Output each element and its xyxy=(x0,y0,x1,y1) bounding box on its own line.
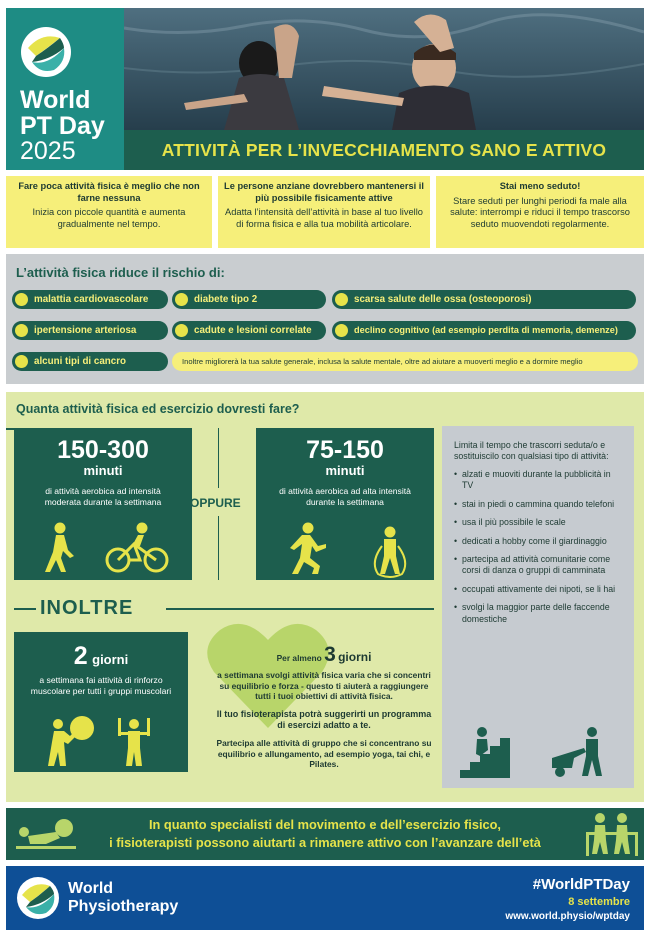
water-exercise-photo xyxy=(124,8,644,130)
stairs-gardening-icon xyxy=(460,726,620,778)
brand-line-2: Physiotherapy xyxy=(68,897,179,915)
bullet-dot-icon xyxy=(175,324,188,337)
divider xyxy=(166,608,434,610)
activity-question: Quanta attività fisica ed esercizio dovresti fare? xyxy=(16,402,300,416)
risk-title: L’attività fisica riduce il rischio di: xyxy=(16,265,225,280)
vigorous-activity-box xyxy=(256,428,434,580)
list-item: • partecipa ad attività comunitarie come corsi di danza o gruppi di camminata xyxy=(454,554,624,577)
page-title: ATTIVITÀ PER L’INVECCHIAMENTO SANO E ATTIVO xyxy=(161,140,607,160)
tip-heading: Stai meno seduto! xyxy=(499,181,581,191)
heart-number: 3 xyxy=(324,643,336,666)
list-item: • dedicati a hobby come il giardinaggio xyxy=(454,536,624,547)
inoltre-label: INOLTRE xyxy=(40,597,134,619)
tip-card-1 xyxy=(6,176,212,248)
list-item: • stai in piedi o cammina quando telefoni xyxy=(454,499,624,510)
minutes-number: 75-150 xyxy=(306,436,384,464)
walking-cycling-icon xyxy=(44,522,174,574)
risk-item xyxy=(172,290,326,309)
banner-line-2: i fisioterapisti possono aiutarti a rimanere attivo con l’avanzare dell’età xyxy=(109,834,541,850)
physio-patient-icon xyxy=(586,812,638,856)
bullet-dot-icon xyxy=(15,324,28,337)
risk-item xyxy=(12,290,168,309)
balance-strength-text xyxy=(214,642,434,770)
risk-item-label: scarsa salute delle ossa (osteoporosi) xyxy=(354,294,532,305)
divider xyxy=(14,608,36,610)
list-item: • svolgi la maggior parte delle faccende domestiche xyxy=(454,602,624,625)
risk-item xyxy=(332,290,636,309)
tip-body: Stare seduti per lunghi periodi fa male alla salute: interrompi e riduci il tempo trascorso seduto muovendoti regolarmente. xyxy=(450,195,630,229)
risk-item xyxy=(12,352,168,371)
heart-line-1: a settimana svolgi attività fisica varia che si concentri su equilibrio e forza - questo ti aiuterà a raggiungere tutti i tuoi obiettivi di attività fisica. xyxy=(217,670,431,702)
bullet-dot-icon xyxy=(15,355,28,368)
event-date: 8 settembre xyxy=(568,896,630,908)
footer-brand xyxy=(68,880,178,915)
minutes-unit: minuti xyxy=(325,463,365,478)
activity-section xyxy=(6,392,644,802)
bottom-banner xyxy=(6,808,644,860)
banner-line-1: In quanto specialisti del movimento e dell’esercizio fisico, xyxy=(148,817,501,832)
footer xyxy=(6,866,644,930)
activity-desc: di attività aerobica ad alta intensità durante la settimana xyxy=(279,486,411,507)
title-bar xyxy=(124,130,644,170)
risk-section xyxy=(6,254,644,384)
logo-world-text: World xyxy=(20,86,91,114)
risk-note: Inoltre migliorerà la tua salute generale, inclusa la salute mentale, oltre ad aiutare a muoverti meglio e a dormire meglio xyxy=(172,352,638,371)
heart-prefix: Per almeno xyxy=(276,653,322,663)
list-item: • occupati attivamente dei nipoti, se li hai xyxy=(454,584,624,595)
activity-desc: di attività aerobica ad intensità moderata durante la settimana xyxy=(44,486,162,507)
list-item: • usa il più possibile le scale xyxy=(454,517,624,528)
risk-item xyxy=(332,321,636,340)
running-rope-icon xyxy=(278,522,418,578)
hero-photo xyxy=(124,8,644,130)
strength-training-icon xyxy=(44,714,164,768)
tip-body: Inizia con piccole quantità e aumenta gradualmente nel tempo. xyxy=(32,207,186,229)
limit-intro: Limita il tempo che trascorri seduta/o e sostituiscilo con qualsiasi tipo di attività: xyxy=(454,440,609,462)
minutes-unit: minuti xyxy=(83,463,123,478)
logo-ptday-text: PT Day xyxy=(20,112,105,140)
tip-card-2 xyxy=(218,176,430,248)
divider xyxy=(218,428,219,488)
limit-list xyxy=(454,469,624,625)
risk-item-label: cadute e lesioni correlate xyxy=(194,325,312,336)
website-link[interactable]: www.world.physio/wptday xyxy=(505,911,630,922)
risk-item-label: ipertensione arteriosa xyxy=(34,325,137,336)
brand-line-1: World xyxy=(68,880,114,897)
risk-item xyxy=(12,321,168,340)
bullet-dot-icon xyxy=(335,293,348,306)
tip-heading: Fare poca attività fisica è meglio che non farne nessuna xyxy=(18,181,200,203)
heart-line-2: Il tuo fisioterapista potrà suggerirti un programma di esercizi adatto a te. xyxy=(216,708,432,730)
bullet-dot-icon xyxy=(15,293,28,306)
world-pt-day-logo xyxy=(6,8,124,170)
risk-item-label: diabete tipo 2 xyxy=(194,294,258,305)
divider xyxy=(218,516,219,580)
world-physiotherapy-logo-icon xyxy=(16,876,60,920)
risk-item-label: alcuni tipi di cancro xyxy=(34,356,126,367)
logo-year-text: 2025 xyxy=(20,137,76,165)
tip-body: Adatta l’intensità dell’attività in base al tuo livello di forma fisica e alla tua mobilità articolare. xyxy=(225,207,423,229)
bullet-dot-icon xyxy=(335,324,348,337)
risk-item-label: declino cognitivo (ad esempio perdita di memoria, demenze) xyxy=(354,325,618,335)
limit-sitting-box xyxy=(442,426,634,788)
activity-desc: a settimana fai attività di rinforzo muscolare per tutti i gruppi muscolari xyxy=(30,675,172,696)
strength-box xyxy=(14,632,188,772)
risk-item-label: malattia cardiovascolare xyxy=(34,294,149,305)
heart-line-3: Partecipa alle attività di gruppo che si concentrano su equilibrio e allungamento, ad esempio yoga, tai chi, e Pilates. xyxy=(216,738,432,770)
minutes-number: 150-300 xyxy=(57,436,149,464)
heart-unit: giorni xyxy=(338,650,372,664)
bullet-dot-icon xyxy=(175,293,188,306)
tip-card-3 xyxy=(436,176,644,248)
hashtag: #WorldPTDay xyxy=(532,876,630,893)
divider xyxy=(6,428,14,430)
days-unit: giorni xyxy=(92,652,129,667)
globe-logo-icon xyxy=(20,26,72,78)
moderate-activity-box xyxy=(14,428,192,580)
oppure-label: OPPURE xyxy=(190,496,241,510)
list-item: • alzati e muoviti durante la pubblicità in TV xyxy=(454,469,624,492)
risk-item xyxy=(172,321,326,340)
banner-text xyxy=(66,816,584,852)
days-number: 2 xyxy=(73,642,88,670)
tip-heading: Le persone anziane dovrebbero mantenersi il più possibile fisicamente attive xyxy=(224,181,424,203)
